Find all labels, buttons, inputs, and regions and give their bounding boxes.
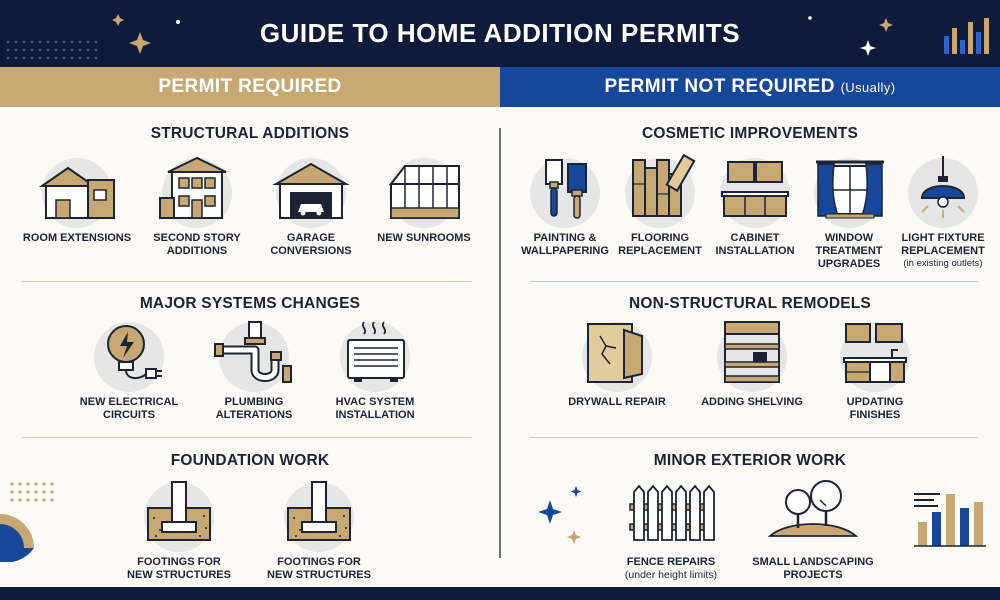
item-label: SECOND STORY ADDITIONS	[153, 232, 241, 257]
item-label: FOOTINGS FOR NEW STRUCTURES	[267, 556, 371, 581]
dot-pattern-decoration	[0, 478, 60, 562]
cabinet-icon	[720, 158, 790, 228]
footing-icon	[144, 482, 214, 552]
item-label: FOOTINGS FOR NEW STRUCTURES	[127, 556, 231, 581]
permit-required-title: PERMIT REQUIRED	[158, 76, 342, 97]
section-title-non-structural-remodels: NON-STRUCTURAL REMODELS	[629, 295, 871, 312]
footing-icon	[284, 482, 354, 552]
item-label: FENCE REPAIRS	[626, 556, 716, 568]
item-new-electrical-circuits	[74, 322, 184, 422]
flooring-planks-icon	[625, 158, 695, 228]
sparkle-decoration	[536, 482, 586, 550]
item-label: HVAC SYSTEM INSTALLATION	[335, 396, 415, 421]
item-label: DRYWALL REPAIR	[568, 396, 666, 408]
permit-not-required-qualifier: (Usually)	[840, 80, 896, 95]
item-drywall-repair	[562, 322, 672, 409]
item-garage-conversions	[256, 158, 366, 258]
permit-required-band	[0, 67, 500, 107]
section-divider	[22, 281, 472, 282]
item-label: PAINTING & WALLPAPERING	[521, 232, 609, 257]
lightbulb-plug-icon	[94, 322, 164, 392]
page-title: GUIDE TO HOME ADDITION PERMITS	[259, 18, 741, 48]
permit-not-required-band	[500, 67, 1000, 107]
section-title-major-systems-changes: MAJOR SYSTEMS CHANGES	[139, 295, 361, 312]
item-label: WINDOW TREATMENT UPGRADES	[815, 232, 883, 270]
item-label: UPDATING FINISHES	[846, 396, 904, 421]
garage-icon	[276, 158, 346, 228]
section-title-foundation-work: FOUNDATION WORK	[170, 452, 330, 469]
pendant-lamp-icon	[908, 158, 978, 228]
item-adding-shelving	[697, 322, 807, 409]
drywall-icon	[582, 322, 652, 392]
header-bar	[0, 0, 1000, 67]
item-label: ROOM EXTENSIONS	[22, 232, 132, 244]
item-second-story-additions	[142, 158, 252, 258]
item-label: LIGHT FIXTURE REPLACEMENT	[901, 232, 985, 257]
section-divider	[22, 437, 472, 438]
hvac-unit-icon	[340, 322, 410, 392]
item-footings-for-new-structures	[124, 482, 234, 582]
section-divider	[530, 281, 978, 282]
item-label: ADDING SHELVING	[701, 396, 803, 408]
section-divider	[530, 437, 978, 438]
item-flooring-replacement	[605, 158, 715, 258]
trees-icon	[778, 482, 848, 552]
item-label: CABINET INSTALLATION	[715, 232, 795, 257]
fence-icon	[636, 482, 706, 552]
item-painting-wallpapering	[510, 158, 620, 258]
item-hvac-system-installation	[320, 322, 430, 422]
window-curtain-icon	[814, 158, 884, 228]
pipes-icon	[219, 322, 289, 392]
column-divider	[499, 128, 501, 558]
permit-not-required-title: PERMIT NOT REQUIRED	[604, 76, 835, 97]
paint-brush-icon	[530, 158, 600, 228]
item-label: PLUMBING ALTERATIONS	[215, 396, 293, 421]
shelving-icon	[717, 322, 787, 392]
item-note: (in existing outlets)	[903, 258, 983, 269]
section-title-minor-exterior-work: MINOR EXTERIOR WORK	[653, 452, 847, 469]
item-updating-finishes	[820, 322, 930, 422]
sunroom-icon	[389, 158, 459, 228]
section-title-structural-additions: STRUCTURAL ADDITIONS	[150, 125, 350, 142]
item-label: FLOORING REPLACEMENT	[618, 232, 702, 257]
item-note: (under height limits)	[624, 569, 718, 581]
two-story-house-icon	[162, 158, 232, 228]
item-light-fixture-replacement	[888, 158, 998, 269]
item-fence-repairs	[616, 482, 726, 581]
item-small-landscaping-projects	[748, 482, 878, 582]
item-label: SMALL LANDSCAPING PROJECTS	[752, 556, 874, 581]
kitchen-finishes-icon	[840, 322, 910, 392]
house-extension-icon	[42, 158, 112, 228]
bar-graphic-decoration	[910, 488, 986, 550]
footer-bar	[0, 587, 1000, 600]
section-title-cosmetic-improvements: COSMETIC IMPROVEMENTS	[641, 125, 859, 142]
item-label: GARAGE CONVERSIONS	[270, 232, 352, 257]
item-plumbing-alterations	[199, 322, 309, 422]
item-label: NEW SUNROOMS	[377, 232, 471, 244]
item-new-sunrooms	[369, 158, 479, 245]
item-footings-for-new-structures	[264, 482, 374, 582]
item-label: NEW ELECTRICAL CIRCUITS	[79, 396, 179, 421]
item-room-extensions	[22, 158, 132, 245]
